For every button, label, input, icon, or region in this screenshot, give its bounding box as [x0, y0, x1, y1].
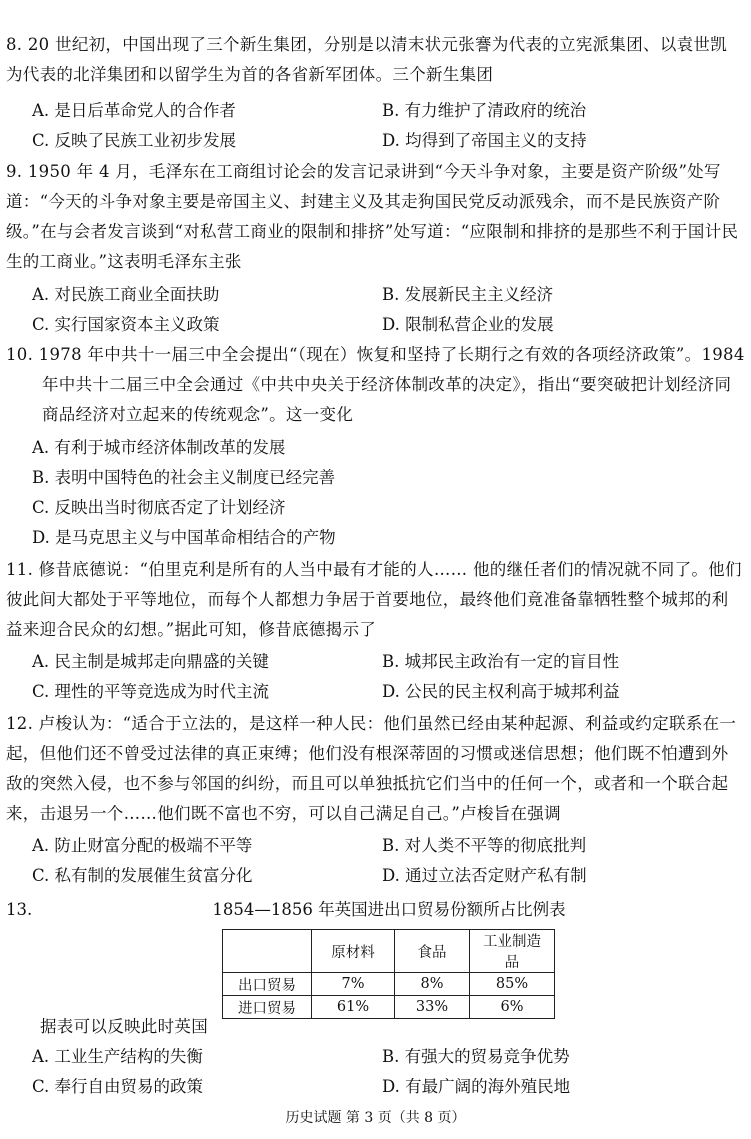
table-cell: 进口贸易	[223, 996, 312, 1019]
question-9-stem: 9. 1950 年 4 月，毛泽东在工商组讨论会的发言记录讲到“今天斗争对象，主要是资产阶级”处写道：“今天的斗争对象主要是帝国主义、封建主义及其走狗国民党反动派残余，而不是民族资产阶级。”在与会者发言谈到“对私营工商业的限制和排挤”处写道：“应限制和排挤的是那些不利于国计民生的工商业。”这表明毛泽东主张	[6, 162, 739, 271]
question-8-option-d: D. 均得到了帝国主义的支持	[382, 131, 587, 150]
question-12-option-d: D. 通过立法否定财产私有制	[382, 866, 587, 885]
table-title: 1854—1856 年英国进出口贸易份额所占比例表	[212, 900, 566, 919]
question-9-option-d: D. 限制私营企业的发展	[382, 315, 554, 334]
question-11-option-c: C. 理性的平等竞选成为时代主流	[32, 682, 270, 701]
question-8-option-b: B. 有力维护了清政府的统治	[382, 101, 587, 120]
trade-share-table	[222, 929, 555, 1019]
table-cell: 61%	[312, 996, 395, 1019]
question-13-option-a: A. 工业生产结构的失衡	[32, 1047, 203, 1066]
question-12-option-a: A. 防止财富分配的极端不平等	[32, 836, 253, 855]
question-13-option-d: D. 有最广阔的海外殖民地	[382, 1077, 571, 1096]
question-12-option-b: B. 对人类不平等的彻底批判	[382, 836, 587, 855]
question-10-stem: 10. 1978 年中共十一届三中全会提出“（现在）恢复和坚持了长期行之有效的各项经济政策”。1984 年中共十二届三中全会通过《中共中央关于经济体制改革的决定》，指出“要突破把计划经济同商品经济对立起来的传统观念”。这一变化	[6, 345, 745, 424]
question-8-stem: 8. 20 世纪初，中国出现了三个新生集团，分别是以清末状元张謇为代表的立宪派集团、以袁世凯为代表的北洋集团和以留学生为首的各省新军团体。三个新生集团	[6, 35, 728, 84]
question-13-stem: 据表可以反映此时英国	[40, 1017, 208, 1036]
question-10-option-c: C. 反映出当时彻底否定了计划经济	[32, 498, 286, 517]
question-13-number: 13.	[6, 900, 33, 919]
table-row	[223, 973, 555, 996]
question-11-option-d: D. 公民的民主权利高于城邦利益	[382, 682, 620, 701]
question-10-option-a: A. 有利于城市经济体制改革的发展	[32, 438, 286, 457]
question-11-option-b: B. 城邦民主政治有一定的盲目性	[382, 652, 620, 671]
question-12-option-c: C. 私有制的发展催生贫富分化	[32, 866, 253, 885]
question-13-option-b: B. 有强大的贸易竞争优势	[382, 1047, 570, 1066]
question-9-option-a: A. 对民族工商业全面扶助	[32, 285, 220, 304]
table-header-cell: 食品	[395, 930, 470, 973]
question-9-option-b: B. 发展新民主主义经济	[382, 285, 554, 304]
table-header-row	[223, 930, 555, 973]
table-header-cell: 工业制造品	[470, 930, 555, 973]
table-cell: 6%	[470, 996, 555, 1019]
table-header-cell	[223, 930, 312, 973]
question-12-stem: 12. 卢梭认为：“适合于立法的，是这样一种人民：他们虽然已经由某种起源、利益或约定联系在一起，但他们还不曾受过法律的真正束缚；他们没有根深蒂固的习惯或迷信思想；他们既不怕遭到外敌的突然入侵，也不参与邻国的纠纷，而且可以单独抵抗它们当中的任何一个，或者和一个联合起来，击退另一个……他们既不富也不穷，可以自己满足自己。”卢梭旨在强调	[6, 714, 737, 823]
question-10-option-d: D. 是马克思主义与中国革命相结合的产物	[32, 528, 336, 547]
table-cell: 7%	[312, 973, 395, 996]
question-8-option-c: C. 反映了民族工业初步发展	[32, 131, 237, 150]
question-11-stem: 11. 修昔底德说：“伯里克利是所有的人当中最有才能的人…… 他的继任者们的情况就不同了。他们彼此间大都处于平等地位，而每个人都想力争居于首要地位，最终他们竟准备靠牺牲整个城邦的利益来迎合民众的幻想。”据此可知，修昔底德揭示了	[6, 560, 742, 639]
question-10-option-b: B. 表明中国特色的社会主义制度已经完善	[32, 468, 336, 487]
table-header-cell: 原材料	[312, 930, 395, 973]
question-8-option-a: A. 是日后革命党人的合作者	[32, 101, 236, 120]
table-cell: 8%	[395, 973, 470, 996]
table-cell: 33%	[395, 996, 470, 1019]
table-cell: 出口贸易	[223, 973, 312, 996]
question-9-option-c: C. 实行国家资本主义政策	[32, 315, 220, 334]
page-footer: 历史试题 第 3 页（共 8 页）	[285, 1110, 466, 1126]
question-11-option-a: A. 民主制是城邦走向鼎盛的关键	[32, 652, 269, 671]
question-13-caption	[6, 895, 742, 925]
table-cell: 85%	[470, 973, 555, 996]
question-13-option-c: C. 奉行自由贸易的政策	[32, 1077, 204, 1096]
